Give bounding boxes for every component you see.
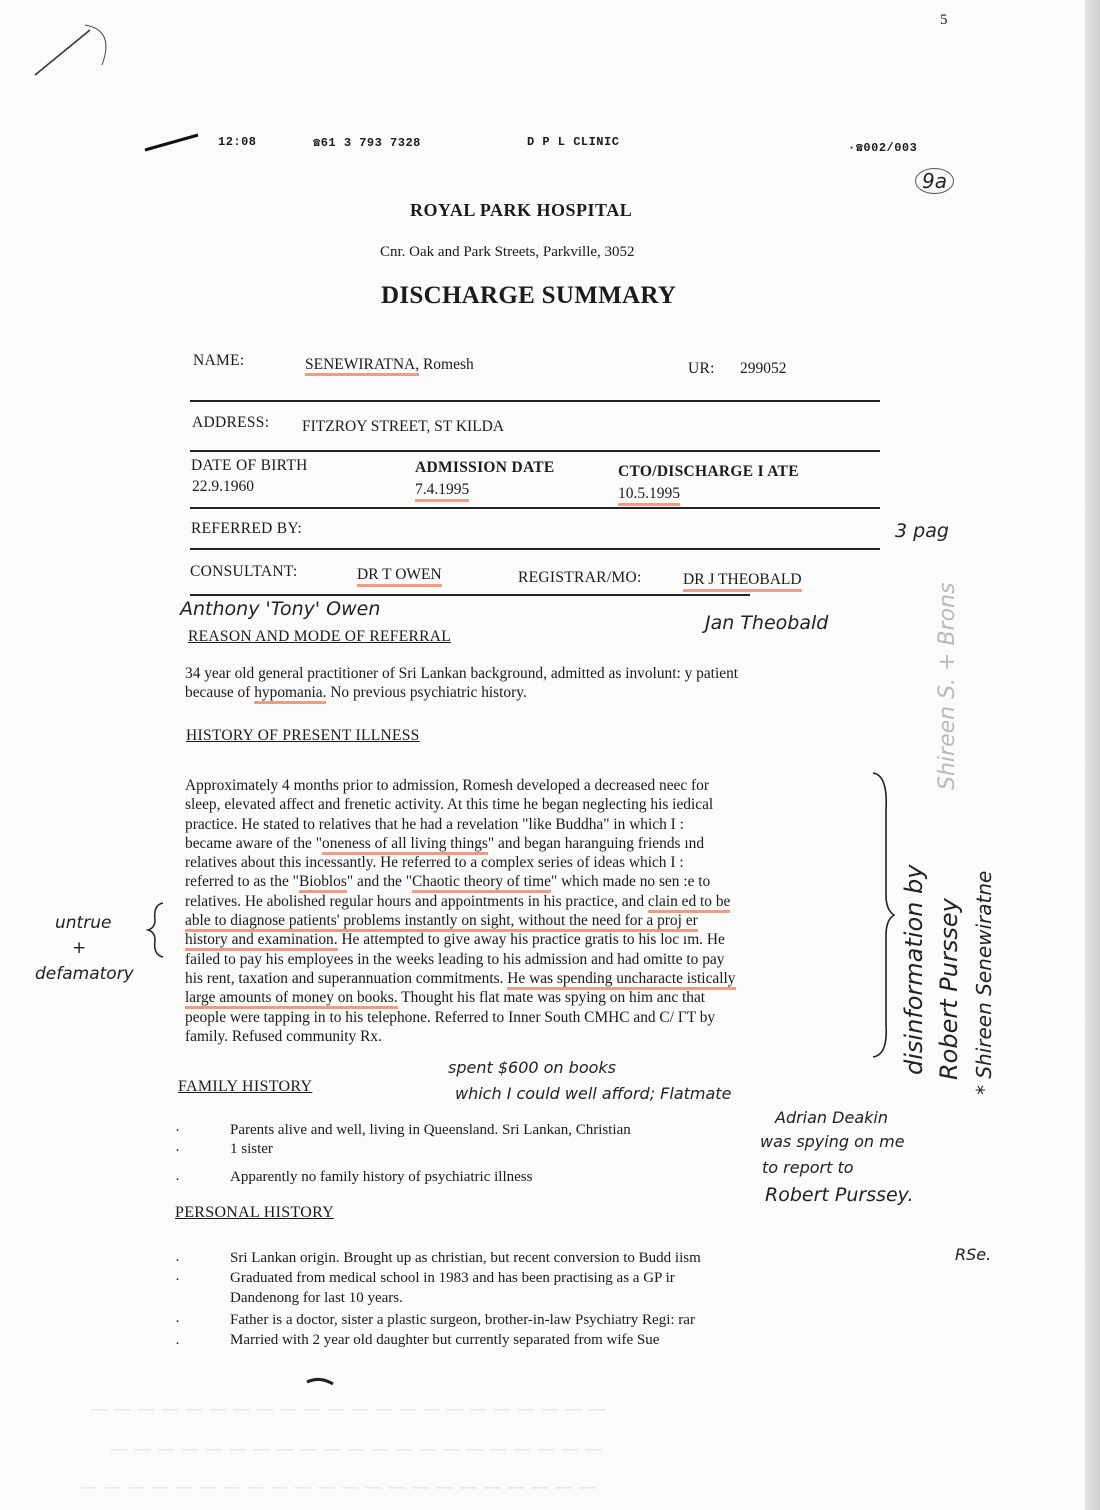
discharge-value: 10.5.1995 [618, 485, 680, 506]
dob-value: 22.9.1960 [192, 478, 254, 495]
bullet: · [175, 1143, 180, 1159]
paragraph-line [185, 892, 885, 911]
highlighted-phrase: Bioblos [299, 873, 347, 893]
personal-item: Sri Lankan origin. Brought up as christian, but recent conversion to Budd iism [230, 1250, 701, 1266]
text-segment: his rent, taxation and superannuation commitments. [185, 969, 508, 987]
present-illness-heading: HISTORY OF PRESENT ILLNESS [186, 727, 420, 744]
bullet: · [175, 1253, 180, 1269]
right-brace-icon [868, 770, 898, 1060]
text-segment: " and began haranguing friends ınd [487, 834, 705, 852]
bullet: · [175, 1123, 180, 1139]
text-segment: He attempted to give away his practice gratis to his loc ım. He [337, 931, 725, 949]
document-title: DISCHARGE SUMMARY [381, 282, 677, 309]
text-segment: referred to as the " [185, 873, 299, 891]
highlighted-phrase: hypomania. [254, 684, 326, 704]
paragraph-line [185, 795, 885, 814]
ur-value: 299052 [740, 360, 787, 377]
bullet: · [175, 1172, 180, 1188]
highlighted-phrase: history and examination. [185, 931, 338, 951]
bleed-through: — — — — — — — — — — — — — — — — — — — — — — [90, 1399, 607, 1420]
highlighted-phrase: oneness of all living things [322, 835, 488, 855]
divider [190, 594, 750, 596]
paragraph-line [185, 911, 885, 930]
present-illness-paragraph [185, 776, 885, 1046]
bullet: · [175, 1272, 180, 1288]
paragraph-line [185, 683, 885, 702]
fax-time: 12:08 [218, 135, 257, 149]
text-segment: became aware of the " [185, 834, 323, 852]
address-label: ADDRESS: [192, 414, 270, 431]
admission-label: ADMISSION DATE [415, 459, 555, 476]
ink-blot-icon [305, 1372, 335, 1392]
patient-given-name: Romesh [419, 356, 474, 373]
vertical-note-disinformation: disinformation by [900, 864, 928, 1075]
family-item: Parents alive and well, living in Queensland. Sri Lankan, Christian [230, 1122, 631, 1138]
margin-note-defamatory: defamatory [35, 964, 134, 984]
bullet: · [175, 1336, 180, 1352]
divider [190, 450, 880, 452]
family-note-line: Adrian Deakin [775, 1108, 888, 1127]
paragraph-line [185, 872, 885, 891]
text-segment: practice. He stated to relatives that he had a revelation "like Buddha" in which I : [185, 815, 684, 833]
text-segment: people were tapping in to his telephone. Referred to Inner South CMHC and C/ ΓT by [185, 1008, 716, 1026]
text-segment: 34 year old general practitioner of Sri Lankan background, admitted as involunt: y patient [185, 665, 739, 682]
family-item: Apparently no family history of psychiatric illness [230, 1169, 533, 1185]
discharge-label: CTO/DISCHARGE I ATE [618, 463, 799, 480]
fax-smudge-icon [143, 132, 203, 154]
address-value: FITZROY STREET, ST KILDA [302, 418, 505, 435]
text-segment: " which made no sen :e to [550, 873, 711, 891]
dob-label: DATE OF BIRTH [191, 457, 308, 474]
personal-history-heading: PERSONAL HISTORY [175, 1204, 335, 1221]
fax-phone: ☎61 3 793 7328 [313, 136, 421, 150]
fax-sender: D P L CLINIC [527, 135, 620, 149]
margin-note-untrue: untrue [55, 913, 112, 933]
referred-note: 3 pag [895, 520, 949, 542]
initials-note: RSe. [955, 1245, 992, 1264]
text-segment: " and the " [346, 873, 413, 891]
paragraph-line [185, 1027, 885, 1046]
scan-edge-shadow [1085, 0, 1100, 1510]
personal-item: Father is a doctor, sister a plastic surgeon, brother-in-law Psychiatry Regi: rar [230, 1312, 695, 1328]
registrar-note: Jan Theobald [705, 612, 829, 634]
bullet: · [175, 1314, 180, 1330]
highlighted-phrase: clain ed to be [648, 893, 730, 913]
margin-note-plus: + [72, 938, 87, 958]
text-segment: Thought his flat mate was spying on him anc that [397, 989, 706, 1007]
personal-item: Graduated from medical school in 1983 and has been practising as a GP ir [230, 1270, 675, 1286]
family-note-line: to report to [762, 1158, 854, 1177]
text-segment: relatives about this incessantly. He referred to a complex series of ideas which I : [185, 854, 684, 872]
paragraph-line [185, 664, 885, 683]
divider [190, 507, 880, 509]
paragraph-line [185, 853, 885, 872]
text-segment: family. Refused community Rx. [185, 1027, 382, 1045]
paragraph-line [185, 776, 885, 795]
personal-item: Married with 2 year old daughter but currently separated from wife Sue [230, 1332, 660, 1348]
highlighted-phrase: large amounts of money on books. [185, 989, 398, 1009]
referral-paragraph [185, 664, 885, 703]
fax-page-count: ·☎002/003 [848, 141, 918, 155]
personal-item: Dandenong for last 10 years. [230, 1290, 403, 1306]
hospital-address: Cnr. Oak and Park Streets, Parkville, 3052 [380, 244, 635, 260]
family-history-heading: FAMILY HISTORY [178, 1078, 313, 1095]
vertical-note-robert-purssey: Robert Purssey [935, 898, 963, 1080]
divider [190, 548, 880, 550]
text-segment: because of [185, 684, 255, 702]
highlighted-phrase: Chaotic theory of time [412, 873, 551, 893]
hospital-name: ROYAL PARK HOSPITAL [410, 200, 633, 220]
family-note-line: which I could well afford; Flatmate [455, 1084, 732, 1103]
paragraph-line [185, 988, 885, 1007]
text-segment: sleep, elevated affect and frenetic activity. At this time he began neglecting his iedical [185, 796, 714, 814]
text-segment: Approximately 4 months prior to admission, Romesh developed a decreased neec for [185, 777, 709, 794]
paragraph-line [185, 930, 885, 949]
paragraph-line [185, 969, 885, 988]
paragraph-line [185, 1008, 885, 1027]
paragraph-line [185, 834, 885, 853]
consultant-note: Anthony 'Tony' Owen [180, 598, 381, 620]
page-ref-annotation: 9a [915, 168, 954, 194]
text-segment: failed to pay his employees in the weeks leading to his admission and had omitte to pay [185, 950, 725, 968]
bleed-through: — — — — — — — — — — — — — — — — — — — — — — [80, 1477, 597, 1498]
patient-name [305, 356, 474, 374]
registrar-value: DR J THEOBALD [683, 571, 802, 592]
paragraph-line [185, 950, 885, 969]
referral-heading: REASON AND MODE OF REFERRAL [188, 628, 452, 645]
corner-pen-stroke-icon [30, 20, 120, 80]
page-number: 5 [940, 12, 948, 28]
bleed-through: — — — — — — — — — — — — — — — — — — — — — [110, 1439, 603, 1460]
highlighted-phrase: He was spending uncharacte istically [507, 970, 735, 990]
family-note-line: Robert Purssey. [765, 1184, 914, 1206]
family-note-line: was spying on me [760, 1132, 905, 1151]
registrar-label: REGISTRAR/MO: [518, 569, 642, 586]
patient-surname: SENEWIRATNA, [305, 356, 419, 376]
left-brace-icon [145, 900, 167, 960]
admission-value: 7.4.1995 [415, 481, 469, 502]
consultant-label: CONSULTANT: [190, 563, 298, 580]
text-segment: No previous psychiatric history. [326, 684, 527, 702]
ur-label: UR: [688, 360, 715, 377]
vertical-note-faint: Shireen S. + Brons [935, 582, 960, 790]
family-note-line: spent $600 on books [448, 1058, 616, 1077]
text-segment: relatives. He abolished regular hours and appointments in his practice, and [185, 892, 648, 910]
vertical-note-shireen: * Shireen Senewiratne [972, 870, 996, 1095]
paragraph-line [185, 815, 885, 834]
highlighted-phrase: able to diagnose patients' problems instantly on sight, without the need for a proj er [185, 912, 698, 932]
family-item: 1 sister [230, 1141, 273, 1157]
name-label: NAME: [193, 352, 245, 369]
referred-label: REFERRED BY: [191, 520, 303, 537]
consultant-value: DR T OWEN [357, 566, 442, 587]
divider [190, 400, 880, 402]
